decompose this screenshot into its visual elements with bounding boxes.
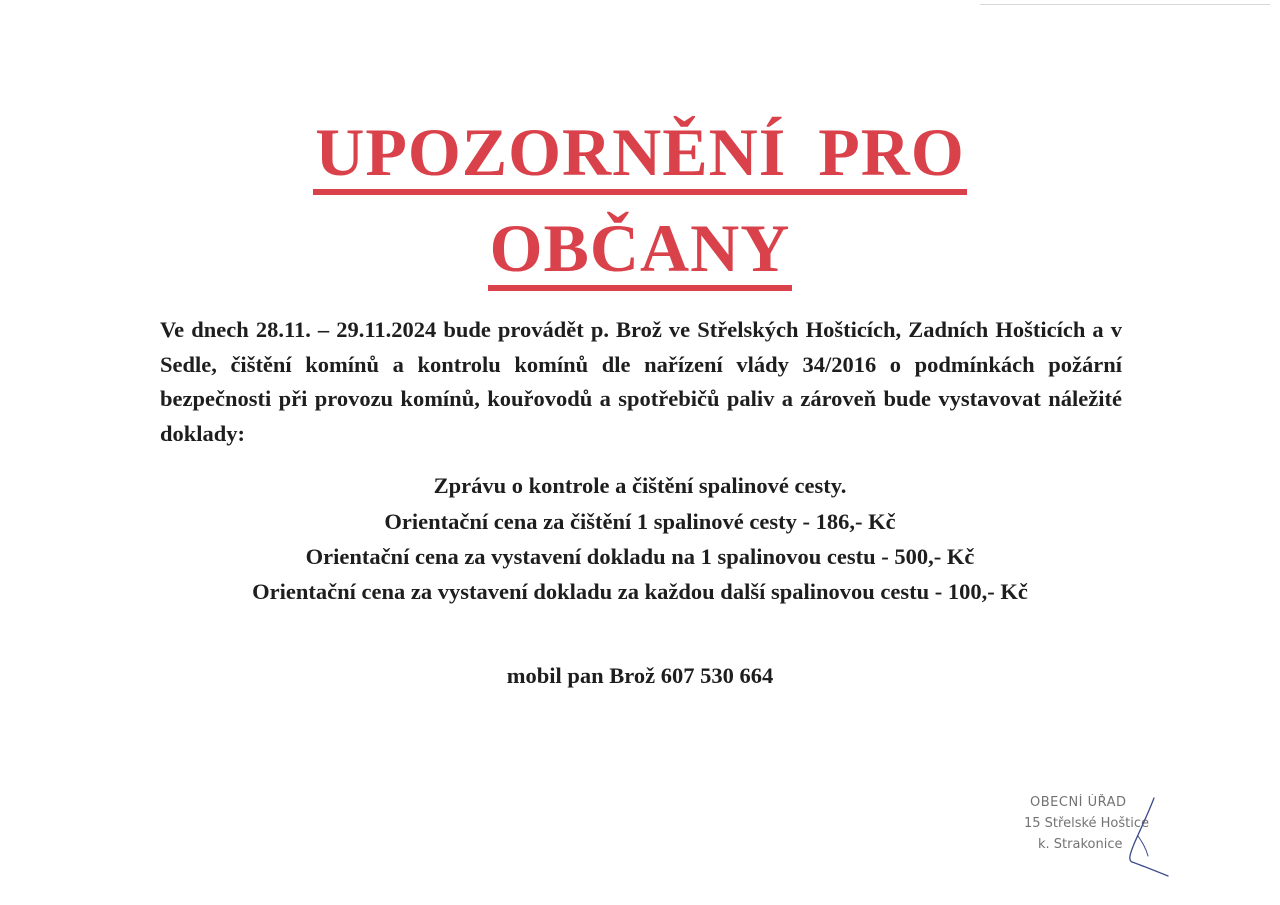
signature-icon	[1118, 796, 1178, 878]
service-report-line: Zprávu o kontrole a čištění spalinové cesty.	[433, 473, 847, 498]
stamp-district: k. Strakonice	[1038, 837, 1123, 852]
notice-paragraph: Ve dnech 28.11. – 29.11.2024 bude provádět p. Brož ve Střelských Hošticích, Zadních Hošticích a v Sedle, čištění komínů a kontrolu komínů dle nařízení vlády 34/2016 o podmínkách požární bezpečnosti při provozu komínů, kouřovodů a spotřebičů paliv a zároveň bude vystavovat náležité doklady:	[160, 317, 1122, 446]
headline-line-1	[0, 112, 1280, 195]
headline-text-1: UPOZORNĚNÍ PRO	[313, 115, 966, 195]
stamp-village: 15 Střelské Hoštice	[1024, 816, 1150, 831]
headline-line-2	[0, 208, 1280, 291]
headline-text-2: OBČANY	[488, 211, 793, 291]
price-additional-line: Orientační cena za vystavení dokladu za každou další spalinovou cestu - 100,- Kč	[252, 579, 1028, 604]
price-cleaning-line: Orientační cena za čištění 1 spalinové cesty - 186,- Kč	[384, 509, 896, 534]
stamp-office-name: OBECNÍ ÚŘAD	[1030, 795, 1127, 810]
scan-edge-line	[980, 4, 1270, 5]
price-document-line: Orientační cena za vystavení dokladu na 1 spalinovou cestu - 500,- Kč	[305, 544, 975, 569]
contact-phone-line: mobil pan Brož 607 530 664	[506, 663, 774, 688]
